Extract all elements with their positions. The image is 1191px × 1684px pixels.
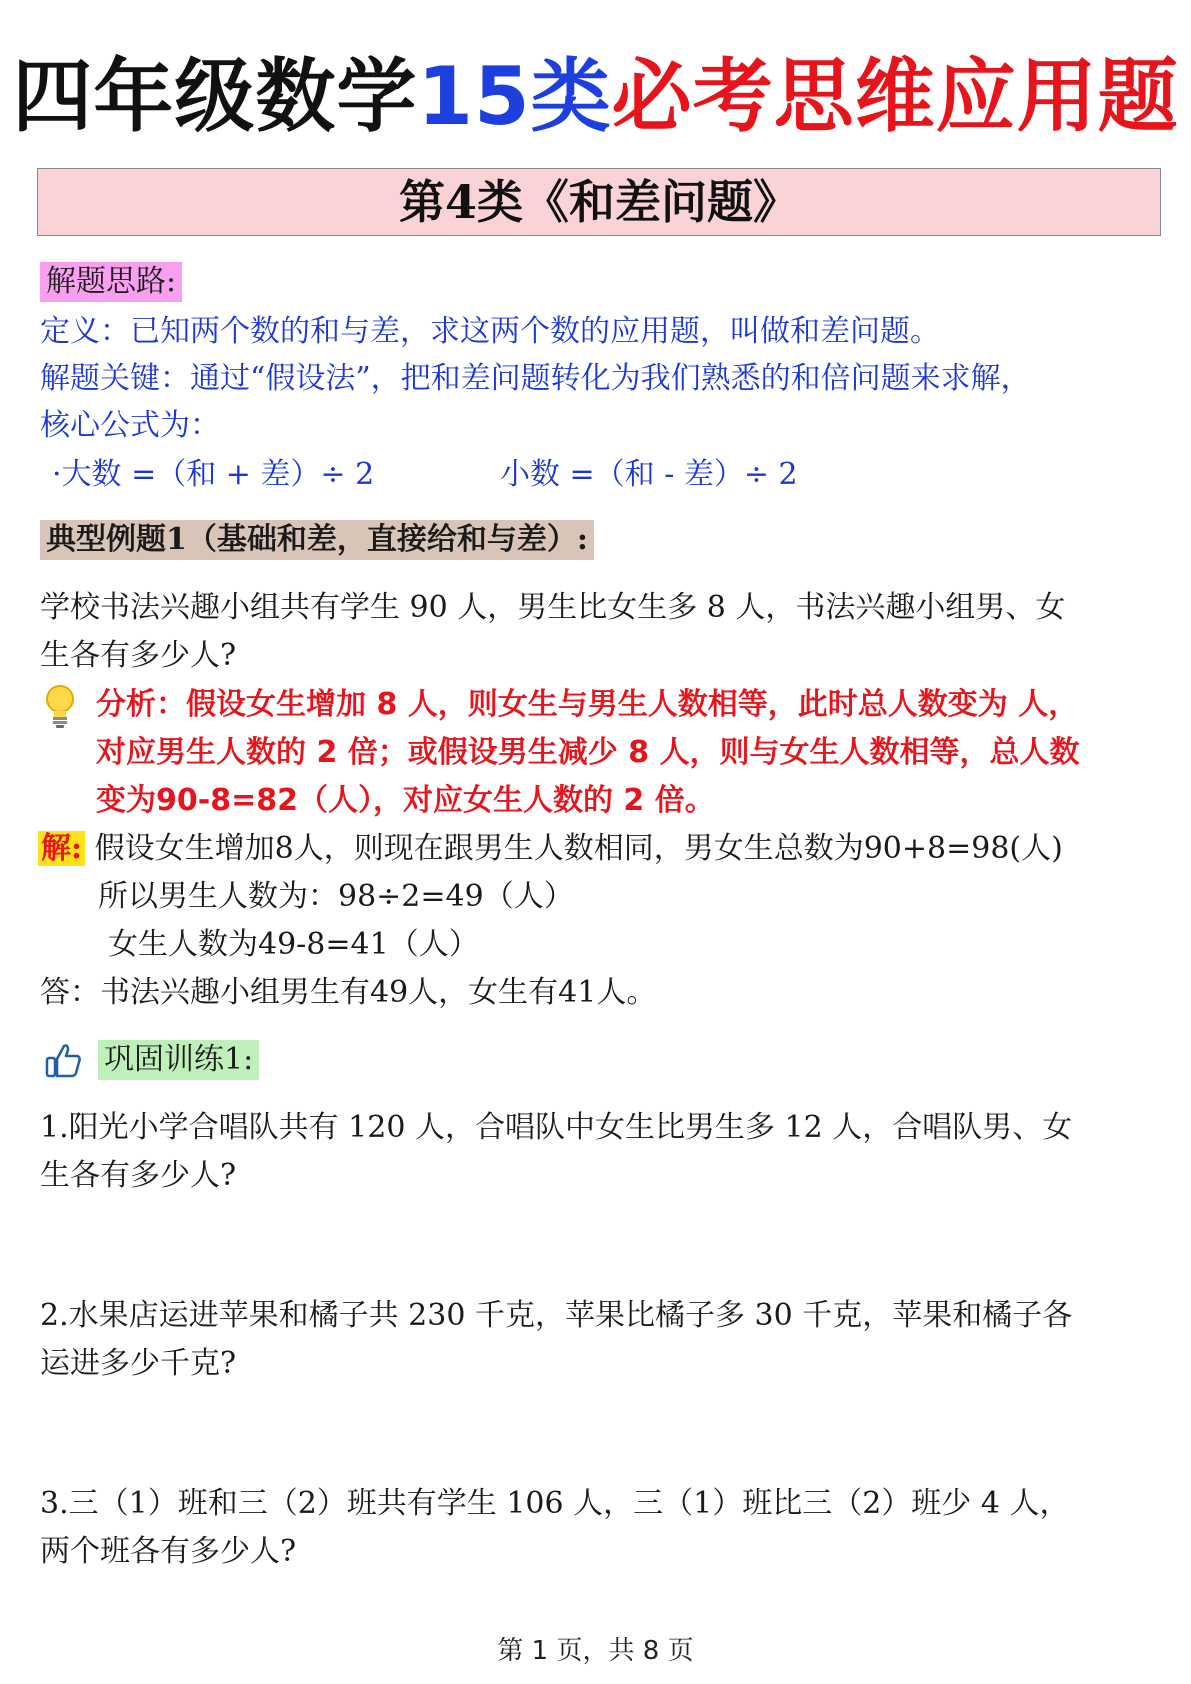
solution-line3: 女生人数为49-8=41（人） [108, 927, 479, 962]
practice-label-row [98, 1040, 259, 1080]
practice-q2-line2: 运进多少千克? [40, 1346, 237, 1381]
solution-row [38, 829, 1063, 869]
thinking-label-row [40, 262, 182, 302]
analysis-line2: 对应男生人数的 2 倍；或假设男生减少 8 人，则与女生人数相等，总人数 [96, 735, 1080, 770]
example-question-line1: 学校书法兴趣小组共有学生 90 人，男生比女生多 8 人，书法兴趣小组男、女 [40, 590, 1066, 625]
solution-line1: 假设女生增加8人，则现在跟男生人数相同，男女生总数为90+8=98(人) [94, 831, 1063, 866]
lightbulb-icon [44, 683, 76, 729]
solution-label: 解: [38, 831, 85, 866]
answer-text: 答：书法兴趣小组男生有49人，女生有41人。 [40, 975, 657, 1010]
analysis-line3: 变为90-8=82（人），对应女生人数的 2 倍。 [96, 783, 715, 818]
example-label: 典型例题1（基础和差，直接给和与差）: [40, 520, 594, 560]
thinking-label: 解题思路: [40, 262, 182, 302]
practice-q1-line1: 1.阳光小学合唱队共有 120 人，合唱队中女生比男生多 12 人，合唱队男、女 [40, 1110, 1073, 1145]
solution-line2: 所以男生人数为：98÷2=49（人） [98, 879, 574, 914]
formula-big: ·大数 =（和 + 差）÷ 2 [52, 457, 375, 492]
practice-q3-line1: 3.三（1）班和三（2）班共有学生 106 人，三（1）班比三（2）班少 4 人， [40, 1486, 1070, 1521]
practice-label: 巩固训练1: [98, 1040, 259, 1080]
definition-text: 定义：已知两个数的和与差，求这两个数的应用题，叫做和差问题。 [40, 314, 940, 349]
title-count: 15类 [417, 50, 612, 143]
analysis-line1: 分析：假设女生增加 8 人，则女生与男生人数相等，此时总人数变为 人， [96, 687, 1079, 722]
title-topic: 必考思维应用题 [611, 50, 1179, 143]
thumbs-up-icon [44, 1040, 84, 1080]
key-text-line2: 核心公式为： [40, 408, 220, 443]
example-label-row [40, 520, 594, 560]
practice-q2-line1: 2.水果店运进苹果和橘子共 230 千克，苹果比橘子多 30 千克，苹果和橘子各 [40, 1298, 1073, 1333]
key-text-line1: 解题关键：通过“假设法”，把和差问题转化为我们熟悉的和倍问题来求解， [40, 361, 1031, 396]
page-number: 第 1 页，共 8 页 [497, 1636, 694, 1666]
formula-small: 小数 =（和 - 差）÷ 2 [500, 457, 798, 492]
practice-q1-line2: 生各有多少人? [40, 1158, 237, 1193]
title-grade: 四年级数学 [12, 50, 418, 143]
example-question-line2: 生各有多少人? [40, 638, 237, 673]
section-banner: 第4类《和差问题》 [37, 168, 1161, 236]
practice-q3-line2: 两个班各有多少人? [40, 1534, 297, 1569]
page-title [0, 52, 1191, 142]
